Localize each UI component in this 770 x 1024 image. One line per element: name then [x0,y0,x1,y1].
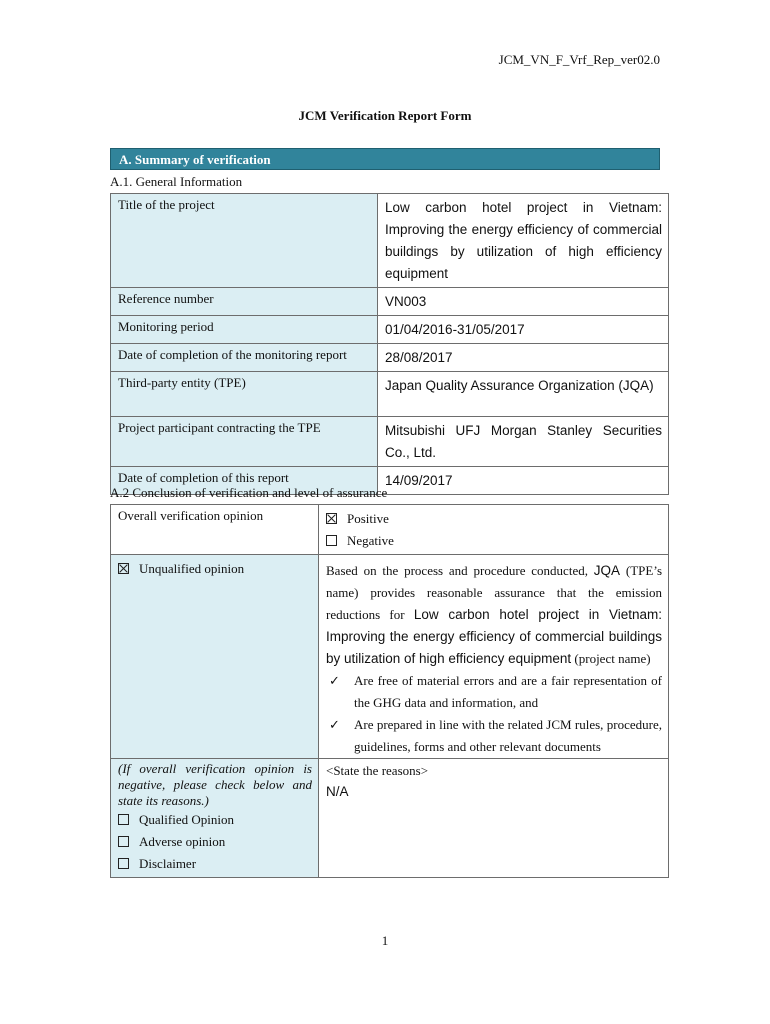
reference-number-value: VN003 [378,288,669,316]
form-title: JCM Verification Report Form [298,108,472,123]
checkmark-icon: ✓ [329,673,340,688]
row-label: Reference number [111,288,378,316]
page-number: 1 [381,933,389,948]
checkbox-checked-icon[interactable] [118,563,129,574]
row-label: Third-party entity (TPE) [111,372,378,417]
table-row [111,344,669,372]
qualified-option[interactable] [118,809,312,831]
table-row [111,555,669,759]
overall-opinion-label: Overall verification opinion [111,505,319,555]
negative-instruction: (If overall verification opinion is negative, please check below and state its reasons.) [118,761,312,808]
monitoring-period-value: 01/04/2016-31/05/2017 [378,316,669,344]
check-text: Are prepared in line with the related JCM rules, procedure, guidelines, forms and other relevant documents [354,717,662,754]
statement-text: Based on the process and procedure conducted, [326,563,588,578]
row-label: Project participant contracting the TPE [111,417,378,467]
negative-opinion-cell [111,759,319,878]
disclaimer-option[interactable] [118,853,312,875]
a2-heading: A.2 Conclusion of verification and level of assurance [110,485,388,500]
table-row [111,316,669,344]
checkbox-icon[interactable] [118,836,129,847]
table-row [111,759,669,878]
monitoring-report-date-value: 28/08/2017 [378,344,669,372]
negative-label: Negative [347,533,394,548]
table-row [111,288,669,316]
table-row [111,194,669,288]
qualified-label: Qualified Opinion [139,812,234,827]
statement-text: (TPE’s name) provides reasonable assurance that the emission reductions for [326,563,663,622]
negative-option[interactable] [326,530,662,552]
unqualified-opinion-cell [111,555,319,759]
document-code: JCM_VN_F_Vrf_Rep_ver02.0 [498,52,660,67]
positive-label: Positive [347,511,389,526]
project-title-value: Low carbon hotel project in Vietnam: Improving the energy efficiency of commercial buildings by utilization of high efficiency equipment [378,194,669,288]
adverse-option[interactable] [118,831,312,853]
disclaimer-label: Disclaimer [139,856,197,871]
row-label: Title of the project [111,194,378,288]
assurance-statement [326,560,662,670]
row-label: Monitoring period [111,316,378,344]
reasons-prompt: <State the reasons> [326,763,429,778]
project-participant-value: Mitsubishi UFJ Morgan Stanley Securities Co., Ltd. [378,417,669,467]
check-item [326,714,662,758]
report-date-value: 14/09/2017 [378,467,669,495]
tpe-name: JQA [593,563,621,578]
adverse-label: Adverse opinion [139,834,226,849]
table-row [111,505,669,555]
checkmark-icon: ✓ [329,717,340,732]
checkbox-icon[interactable] [326,535,337,546]
table-row [111,417,669,467]
tpe-value: Japan Quality Assurance Organization (JQA) [378,372,669,417]
positive-option[interactable] [326,508,662,530]
general-info-table [110,193,669,495]
check-text: Are free of material errors and are a fair representation of the GHG data and information, and [354,673,662,710]
conclusion-table [110,504,669,878]
project-name: Low carbon hotel project in Vietnam: Improving the energy efficiency of commercial buildings by utilization of high efficiency equipment [326,607,663,666]
a1-heading: A.1. General Information [110,174,243,189]
checkbox-checked-icon[interactable] [326,513,337,524]
row-label: Date of completion of the monitoring report [111,344,378,372]
reasons-value: N/A [326,784,349,799]
section-a-title: A. Summary of verification [110,148,660,170]
checkbox-icon[interactable] [118,858,129,869]
table-row [111,372,669,417]
checkbox-icon[interactable] [118,814,129,825]
row-label: Date of completion of this report [111,467,378,495]
unqualified-label: Unqualified opinion [139,561,245,576]
check-item [326,670,662,714]
statement-text: (project name) [574,651,651,666]
